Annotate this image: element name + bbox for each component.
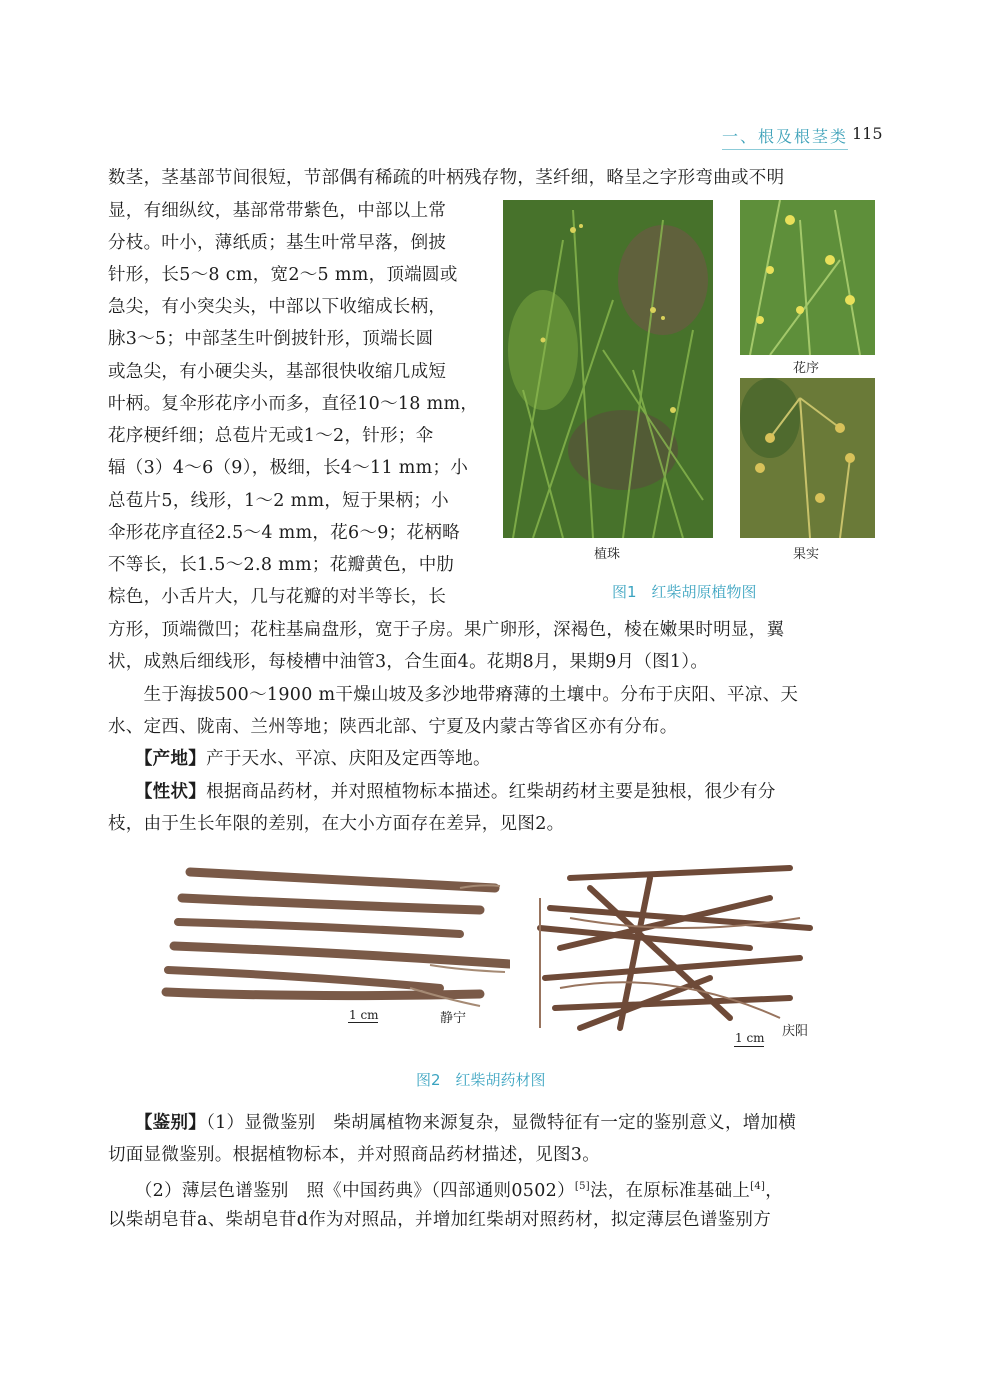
- origin-paragraph: [108, 746, 491, 772]
- plant-whole-photo: [503, 200, 713, 538]
- text-line: 或急尖，有小硬尖头，基部很快收缩几成短: [108, 362, 447, 382]
- figure2-caption: 图2 红柴胡药材图: [416, 1071, 546, 1089]
- text-line: 针形，长5～8 cm，宽2～5 mm，顶端圆或: [108, 265, 458, 285]
- place-label-qingyang: 庆阳: [782, 1024, 809, 1039]
- citation-ref: [4]: [750, 1181, 766, 1192]
- text-line: 枝，由于生长年限的差别，在大小方面存在差异，见图2。: [108, 814, 565, 834]
- traits-paragraph: [108, 779, 776, 805]
- text-line: 状，成熟后细线形，每棱槽中油管3，合生面4。花期8月，果期9月（图1）。: [108, 652, 709, 672]
- text-line: 急尖，有小突尖头，中部以下收缩成长柄，: [108, 297, 447, 317]
- identification-label: 【鉴别】: [143, 1113, 207, 1133]
- fruit-photo: [740, 378, 875, 538]
- origin-label: 【产地】: [143, 749, 207, 769]
- scale-bar: [734, 1046, 764, 1047]
- identification-text: （1）显微鉴别 柴胡属植物来源复杂，显微特征有一定的鉴别意义，增加横: [206, 1113, 797, 1133]
- tlc-paragraph: [108, 1174, 783, 1204]
- text-line: 水、定西、陇南、兰州等地；陕西北部、宁夏及内蒙古等省区亦有分布。: [108, 717, 678, 737]
- text-line: 数茎，茎基部节间很短，节部偶有稀疏的叶柄残存物，茎纤细，略呈之字形弯曲或不明: [108, 168, 785, 188]
- tlc-text: ，: [765, 1180, 784, 1201]
- text-line: 切面显微鉴别。根据植物标本，并对照商品药材描述，见图3。: [108, 1145, 601, 1165]
- scale-label: 1 cm: [735, 1031, 765, 1045]
- scale-label: 1 cm: [349, 1008, 379, 1022]
- text-line: 辐（3）4～6（9），极细，长4～11 mm；小: [108, 458, 469, 478]
- identification-paragraph: [108, 1110, 796, 1136]
- text-line: 不等长，长1.5～2.8 mm；花瓣黄色，中肋: [108, 555, 455, 575]
- tlc-text: 法，在原标准基础上: [589, 1180, 751, 1201]
- traits-label: 【性状】: [143, 782, 207, 802]
- scale-bar: [348, 1022, 378, 1023]
- traits-text: 根据商品药材，并对照植物标本描述。红柴胡药材主要是独根，很少有分: [206, 782, 776, 802]
- text-line: 生于海拔500～1900 m干燥山坡及多沙地带瘠薄的土壤中。分布于庆阳、平凉、天: [108, 685, 799, 705]
- fruit-label: 果实: [793, 547, 820, 562]
- text-line: 花序梗纤细；总苞片无或1～2，针形；伞: [108, 426, 434, 446]
- inflorescence-label: 花序: [793, 361, 820, 376]
- origin-text: 产于天水、平凉、庆阳及定西等地。: [206, 749, 491, 769]
- roots-qingyang-photo: [530, 858, 815, 1038]
- place-label-jingning: 静宁: [440, 1011, 467, 1026]
- whole-plant-label: 植珠: [594, 547, 621, 562]
- text-line: 叶柄。复伞形花序小而多，直径10～18 mm，: [108, 394, 479, 414]
- inflorescence-photo: [740, 200, 875, 355]
- text-line: 显，有细纵纹，基部常带紫色，中部以上常: [108, 201, 447, 221]
- running-head-section: 一、根及根茎类: [722, 124, 848, 150]
- text-line: 分枝。叶小，薄纸质；基生叶常早落，倒披: [108, 233, 447, 253]
- page-number: 115: [852, 124, 883, 143]
- text-line: 脉3～5；中部茎生叶倒披针形，顶端长圆: [108, 329, 434, 349]
- text-line: 棕色，小舌片大，几与花瓣的对半等长，长: [108, 587, 447, 607]
- tlc-text: （2）薄层色谱鉴别 照《中国药典》（四部通则0502）: [143, 1180, 575, 1201]
- citation-ref: [5]: [574, 1181, 590, 1192]
- text-line: 以柴胡皂苷a、柴胡皂苷d作为对照品，并增加红柴胡对照药材，拟定薄层色谱鉴别方: [108, 1210, 772, 1230]
- text-line: 方形，顶端微凹；花柱基扁盘形，宽于子房。果广卵形，深褐色，棱在嫩果时明显，翼: [108, 620, 785, 640]
- text-line: 总苞片5，线形，1～2 mm，短于果柄；小: [108, 491, 449, 511]
- text-line: 伞形花序直径2.5～4 mm，花6～9；花柄略: [108, 523, 460, 543]
- roots-jingning-photo: [160, 860, 510, 1010]
- figure1-caption: 图1 红柴胡原植物图: [612, 583, 757, 601]
